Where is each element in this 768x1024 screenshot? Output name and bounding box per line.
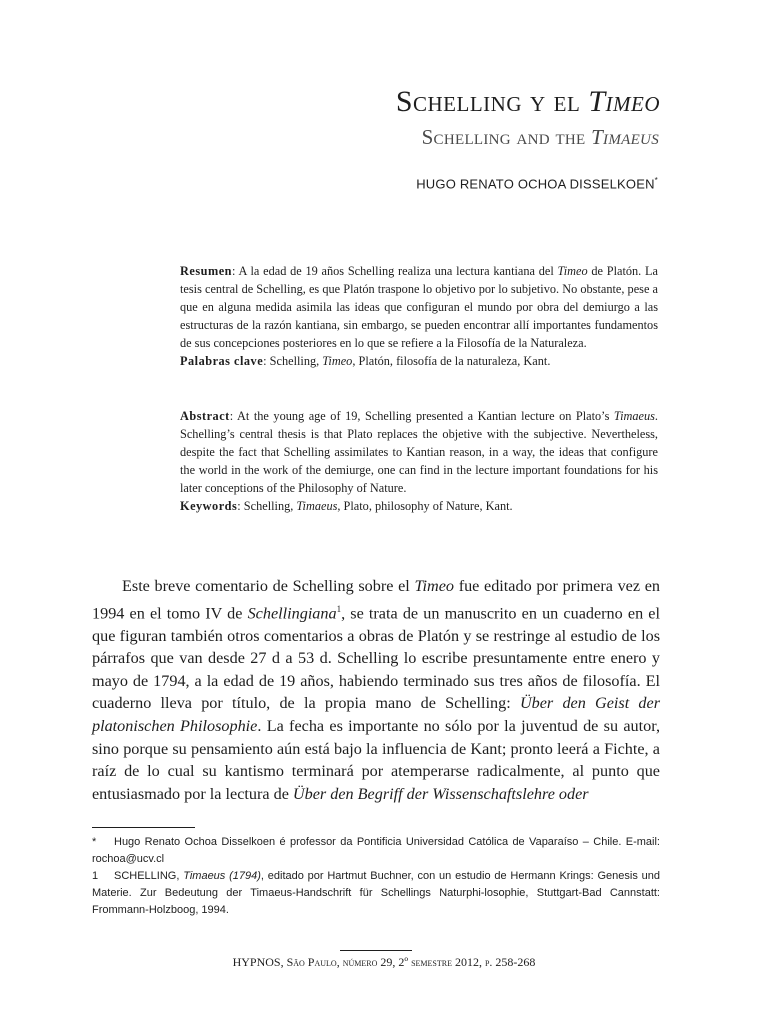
author-text: HUGO RENATO OCHOA DISSELKOEN	[416, 176, 655, 192]
footnote-mark-1: 1	[92, 870, 99, 882]
resumen-label: Resumen	[180, 264, 233, 278]
keywords-2: , Plato, philosophy of Nature, Kant.	[337, 499, 513, 513]
footnote-mark-author: *	[92, 836, 97, 848]
footnote-rule	[92, 827, 195, 828]
footnote-ref-1[interactable]: 1	[336, 603, 342, 614]
body-paragraph	[92, 575, 660, 805]
subtitle-italic: Timaeus	[591, 125, 659, 149]
body-title-1: Über den Geist der platonischen Philosophie	[92, 694, 661, 735]
body-title-2: Über den Begriff der Wissenschaftslehre oder	[292, 784, 589, 803]
body-text-2: fue editado por primera vez en 1994 en el tomo IV de	[92, 577, 660, 622]
palabras-clave-2: , Platón, filosofía de la naturaleza, Kant.	[352, 354, 551, 368]
footnote-1-text-a: SCHELLING,	[114, 870, 184, 882]
palabras-clave-timeo: Timeo	[322, 354, 353, 368]
author-footnote-mark[interactable]: *	[654, 176, 658, 185]
footnote-1-italic: Timaeus (1794)	[183, 870, 261, 882]
footer-citation: , São Paulo, número 29, 2º semestre 2012, p. 258-268	[280, 955, 536, 969]
palabras-clave-paragraph	[180, 352, 658, 370]
footer-journal: HYPNOS	[232, 955, 281, 969]
body-text-3: , se trata de un manuscrito en un cuaderno en el que figuran también otros comentarios a obras de Platón y se restringe al estudio de los párrafos que van desde 27 d a 53 d. Schelling lo escribe presuntamente entre enero y mayo de 1794, a la edad de 19 años, habiendo terminado sus tres años de filosofía. El cuaderno lleva por título, de la propia mano de Schelling:	[92, 603, 660, 713]
abstract-timaeus: Timaeus	[613, 409, 655, 423]
body-text-1: Este breve comentario de Schelling sobre el	[122, 577, 415, 595]
subtitle-text: Schelling and the	[421, 125, 592, 149]
footnote-author-text: Hugo Renato Ochoa Disselkoen é professor da Pontificia Universidad Católica de Vaparaíso – Chile. E-mail: rochoa@ucv.cl	[92, 836, 660, 865]
keywords-1: : Schelling,	[237, 499, 297, 513]
palabras-clave-1: : Schelling,	[263, 354, 323, 368]
article-subtitle	[422, 124, 659, 150]
palabras-clave-label: Palabras clave	[180, 354, 264, 368]
keywords-paragraph	[180, 497, 658, 515]
title-text: Schelling y el	[395, 85, 589, 118]
page-footer	[0, 954, 768, 970]
footnote-1-text-b: , editado por Hartmut Buchner, con un estudio de Hermann Krings: Genesis und Materie. Zur Bedeutung der Timaeus-Handschrift für Schellings Naturphi-losophie, Stuttgart-Bad Cannstatt: Frommann-Holzboog, 1994.	[92, 870, 660, 916]
title-italic: Timeo	[588, 85, 660, 118]
author-name	[416, 172, 658, 193]
body-schellingiana: Schellingiana	[247, 603, 337, 622]
resumen-paragraph	[180, 262, 658, 352]
abstract-paragraph	[180, 407, 658, 497]
footnote-author	[92, 834, 660, 868]
abstract-block	[180, 407, 658, 515]
body-timeo: Timeo	[414, 577, 455, 595]
resumen-block	[180, 262, 658, 370]
footer-rule	[340, 950, 412, 951]
body-text-4: . La fecha es importante no sólo por la juventud de su autor, sino porque su pensamiento aún está bajo la influencia de Kant; pronto leerá a Fichte, a raíz de lo cual su kantismo terminará por atemperarse radicalmente, al punto que entusiasmado por la lectura de	[92, 716, 660, 803]
footnote-1	[92, 868, 660, 919]
abstract-text-2: . Schelling’s central thesis is that Plato replaces the objetive with the subjective. Nevertheless, despite the fact that Schelling assimilates to Kantian reason, in a way, the ideas that configure the world in the work of the demiurge, one can find in the lecture important foundations for his later conceptions of the Philosophy of Nature.	[180, 409, 658, 495]
resumen-timeo: Timeo	[557, 264, 588, 278]
resumen-text-2: de Platón. La tesis central de Schelling, es que Platón traspone lo objetivo por lo subjetivo. No obstante, pese a que en alguna medida asimila las ideas que configuran el mundo por obra del demiurgo a las estructuras de la razón kantiana, sin embargo, se pueden encontrar allí importantes fundamentos de sus concepciones posteriores en lo que se refiere a la Filosofía de la Naturaleza.	[180, 264, 658, 350]
resumen-text-1: : A la edad de 19 años Schelling realiza una lectura kantiana del	[232, 264, 558, 278]
abstract-label: Abstract	[180, 409, 230, 423]
abstract-text-1: : At the young age of 19, Schelling presented a Kantian lecture on Plato’s	[229, 409, 614, 423]
keywords-label: Keywords	[180, 499, 238, 513]
keywords-timaeus: Timaeus	[296, 499, 338, 513]
footnotes	[92, 834, 660, 919]
article-title	[396, 84, 660, 120]
